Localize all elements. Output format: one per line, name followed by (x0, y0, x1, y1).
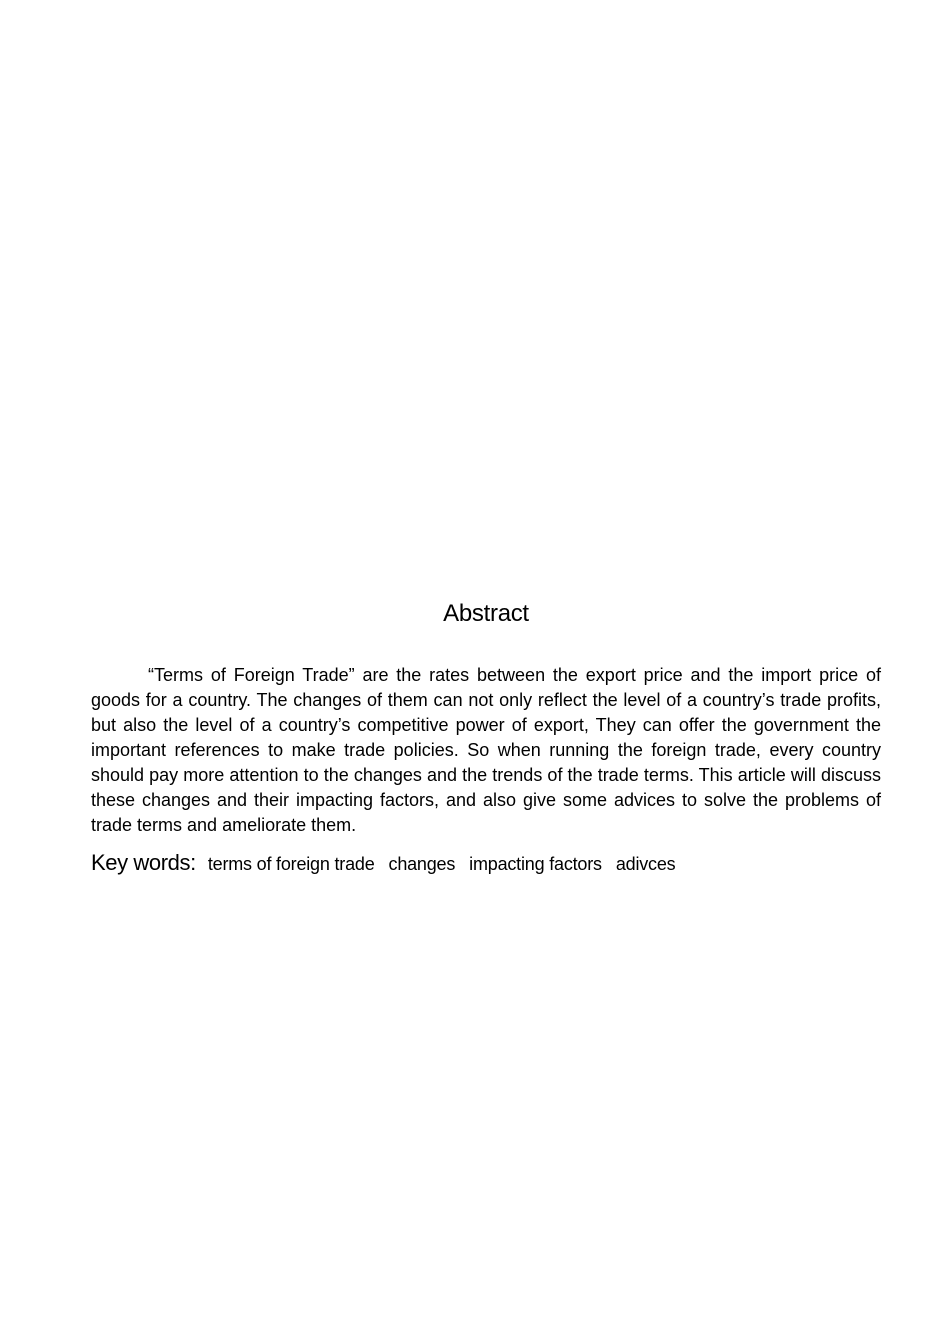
keywords-line (91, 849, 881, 880)
keyword-item: changes (388, 854, 456, 874)
keyword-item: adivces (615, 854, 676, 874)
abstract-body: “Terms of Foreign Trade” are the rates between the export price and the import price of goods for a country. The changes of them can not only reflect the level of a country’s trade profits, but also the level of a country’s competitive power of export, They can offer the government the important references to make trade policies. So when running the foreign trade, every country should pay more attention to the changes and the trends of the trade terms. This article will discuss these changes and their impacting factors, and also give some advices to solve the problems of trade terms and ameliorate them. (91, 665, 881, 835)
keywords-label: Key words: (91, 850, 196, 875)
abstract-heading (91, 600, 881, 628)
keyword-item: terms of foreign trade (207, 854, 375, 874)
keyword-item: impacting factors (469, 854, 602, 874)
abstract-heading-text: Abstract (443, 600, 529, 627)
